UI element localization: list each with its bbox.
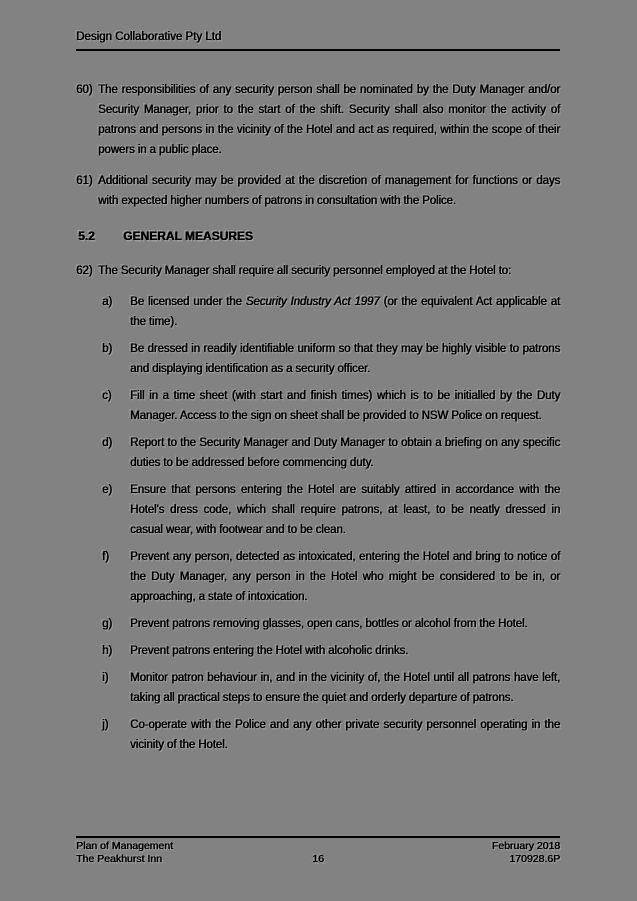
item-text-segment: (or the equivalent Act applicable at the time). [130,296,560,328]
list-item-f [102,547,560,607]
company-name: Design Collaborative Pty Ltd [76,31,222,43]
item-text: Monitor patron behaviour in, and in the vicinity of, the Hotel until all patrons have left, taking all practical steps to ensure the quiet and orderly departure of patrons. [130,672,560,704]
clause-number: 61) [76,175,93,187]
item-label: a) [102,296,113,308]
clause-60 [76,80,560,160]
list-item-h [102,641,560,661]
list-item-d [102,433,560,473]
footer-page-number: 16 [312,853,324,865]
list-item-b [102,339,560,379]
item-label: d) [102,437,113,449]
list-item-e [102,480,560,540]
list-item-i [102,668,560,708]
section-heading [78,226,560,246]
clause-text: The responsibilities of any security person shall be nominated by the Duty Manager and/or Security Manager, prior to the start of the shift. Security shall also monitor the activity of patrons and persons in the vicinity of the Hotel and act as required, within the scope of their powers in a public place. [98,84,560,156]
item-text: Prevent patrons removing glasses, open cans, bottles or alcohol from the Hotel. [130,618,528,630]
item-text: Ensure that persons entering the Hotel are suitably attired in accordance with the Hotel's dress code, which shall require patrons, at least, to be neatly dressed in casual wear, with footwear and to be clean. [130,484,560,536]
item-text: Report to the Security Manager and Duty Manager to obtain a briefing on any specific duties to be addressed before commencing duty. [130,437,560,469]
footer-venue: The Peakhurst Inn [76,853,162,865]
item-label: i) [102,672,109,684]
clause-62 [76,261,560,281]
item-text: Co-operate with the Police and any other private security personnel operating in the vicinity of the Hotel. [130,719,560,751]
item-label: g) [102,618,113,630]
clause-61 [76,171,560,211]
item-label: j) [102,719,109,731]
list-item-c [102,386,560,426]
item-text: Fill in a time sheet (with start and finish times) which is to be initialled by the Duty Manager. Access to the sign on sheet shall be provided to NSW Police on request. [130,390,560,422]
footer-row-top [76,840,560,853]
section-number: 5.2 [78,229,95,243]
item-label: h) [102,645,113,657]
item-label: c) [102,390,112,402]
security-requirements-list [76,292,560,755]
section-title: GENERAL MEASURES [123,229,253,243]
item-label: e) [102,484,113,496]
list-item-g [102,614,560,634]
act-title-italic: Security Industry Act 1997 [245,296,380,308]
footer-reference: 170928.6P [509,853,560,865]
item-text: Prevent patrons entering the Hotel with alcoholic drinks. [130,645,409,657]
clause-text: The Security Manager shall require all security personnel employed at the Hotel to: [98,265,511,277]
item-label: f) [102,551,109,563]
item-text [130,292,560,332]
item-text: Be dressed in readily identifiable uniform so that they may be highly visible to patrons and displaying identification as a security officer. [130,343,560,375]
item-text: Prevent any person, detected as intoxicated, entering the Hotel and bring to notice of the Duty Manager, any person in the Hotel who might be considered to be in, or approaching, a state of intoxication. [130,551,560,603]
list-item-j [102,715,560,755]
footer-doc-title: Plan of Management [76,840,173,852]
clause-text: Additional security may be provided at the discretion of management for functions or days with expected higher numbers of patrons in consultation with the Police. [98,175,560,207]
item-text-segment: Be licensed under the [130,296,246,308]
footer-date: February 2018 [491,840,560,852]
clause-number: 62) [76,265,93,277]
item-label: b) [102,343,113,355]
page-footer [76,836,560,866]
list-item-a [102,292,560,332]
page-header [76,31,560,51]
clause-number: 60) [76,84,93,96]
